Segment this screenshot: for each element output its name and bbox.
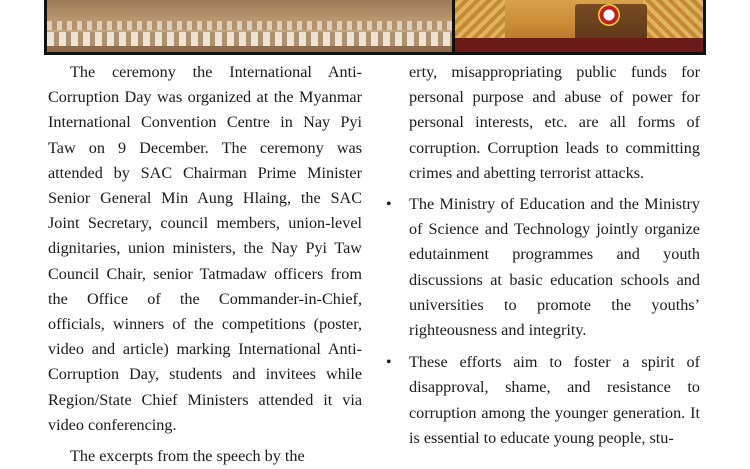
- left-column: [48, 60, 362, 469]
- speaker-podium-photo: [455, 0, 703, 52]
- continued-paragraph: erty, misappropriating public funds for personal purpose and abuse of power for personal interests, etc. are all forms of corruption. Corruption leads to committing crimes and abetting terrorist attacks.: [409, 63, 700, 182]
- bullet-list: [384, 192, 700, 451]
- body-paragraph: The excerpts from the speech by the: [70, 447, 305, 466]
- photo-strip: [44, 0, 706, 55]
- list-item-text: The Ministry of Education and the Ministry of Science and Technology jointly organize edutainment programmes and youth discussions at basic education schools and universities to promote the youths’ righteousness and integrity.: [409, 195, 700, 340]
- list-item: [384, 350, 700, 451]
- list-item-text: These efforts aim to foster a spirit of disapproval, shame, and resistance to corruption among the younger generation. It is essential to educate young people, stu-: [409, 353, 700, 447]
- conference-hall-photo: [47, 0, 452, 52]
- right-column: [384, 60, 700, 458]
- state-emblem-icon: [598, 4, 620, 26]
- list-item: [384, 192, 700, 343]
- bullet-icon: •: [386, 354, 392, 372]
- bullet-icon: •: [386, 196, 392, 214]
- body-paragraph: The ceremony the International Anti-Corruption Day was organized at the Myanmar International Convention Centre in Nay Pyi Taw on 9 December. The ceremony was attended by SAC Chairman Prime Minister Senior General Min Aung Hlaing, the SAC Joint Secretary, council members, union-level dignitaries, union ministers, the Nay Pyi Taw Council Chair, senior Tatmadaw officers from the Office of the Commander-in-Chief, officials, winners of the competitions (poster, video and article) marking International Anti-Corruption Day, students and invitees while Region/State Chief Ministers attended it via video conferencing.: [48, 63, 362, 434]
